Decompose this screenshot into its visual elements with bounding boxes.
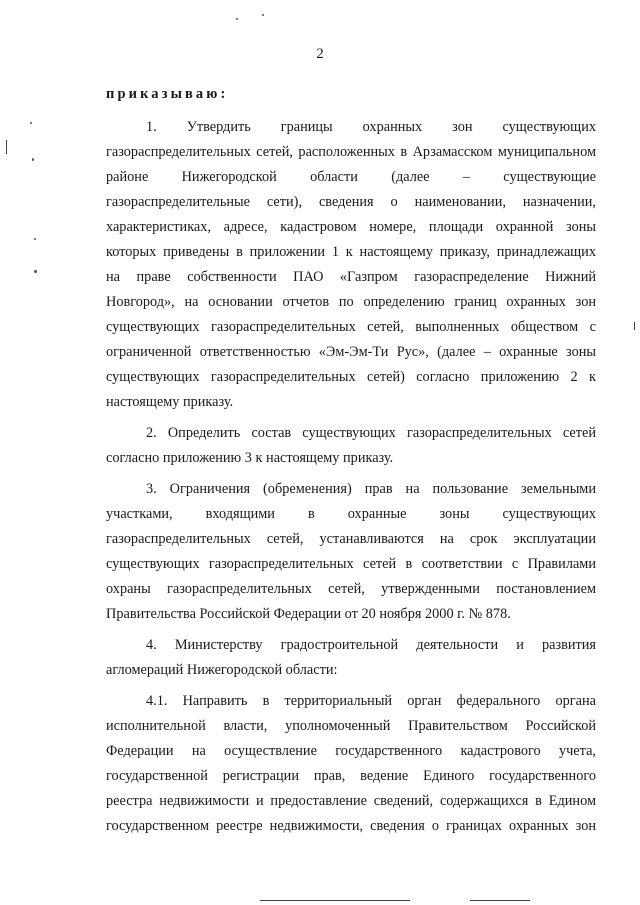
text-line: охраны газораспределительных сетей, утвержденными постановлением	[106, 581, 596, 597]
text-line: Правительства Российской Федерации от 20 ноября 2000 г. № 878.	[106, 606, 511, 622]
text-line: существующих газораспределительных сетей) согласно приложению 2 к	[106, 369, 596, 385]
text-line: которых приведены в приложении 1 к настоящему приказу, принадлежащих	[106, 244, 596, 260]
scan-speck	[34, 238, 36, 240]
text-line: согласно приложению 3 к настоящему приказу.	[106, 450, 394, 466]
text-line: газораспределительных сетей, устанавливаются на срок эксплуатации	[106, 531, 596, 547]
scan-speck	[34, 270, 37, 273]
text-line: газораспределительных сетей, расположенных в Арзамасском муниципальном	[106, 144, 596, 160]
scan-speck	[262, 14, 264, 16]
scan-speck	[30, 122, 32, 124]
order-heading: приказываю:	[106, 86, 229, 102]
scan-speck	[236, 18, 238, 20]
text-line: 3. Ограничения (обременения) прав на пользование земельными	[146, 481, 596, 497]
scan-edge-mark	[634, 322, 635, 330]
text-line: исполнительной власти, уполномоченный Правительством Российской	[106, 718, 596, 734]
text-line: участками, входящими в охранные зоны существующих	[106, 506, 596, 522]
text-line: 4. Министерству градостроительной деятельности и развития	[146, 637, 596, 653]
text-line: Новгород», на основании отчетов по определению границ охранных зон	[106, 294, 596, 310]
page-number: 2	[316, 46, 324, 62]
scan-edge-mark	[6, 140, 7, 154]
text-line: характеристиках, адресе, кадастровом номере, площади охранной зоны	[106, 219, 596, 235]
scan-bottom-rule	[260, 900, 410, 901]
text-line: районе Нижегородской области (далее – существующие	[106, 169, 596, 185]
text-line: газораспределительные сети), сведения о наименовании, назначении,	[106, 194, 596, 210]
text-line: агломераций Нижегородской области:	[106, 662, 338, 678]
text-line: 2. Определить состав существующих газораспределительных сетей	[146, 425, 596, 441]
scan-bottom-rule	[470, 900, 530, 901]
text-line: государственной регистрации прав, ведение Единого государственного	[106, 768, 596, 784]
text-line: 4.1. Направить в территориальный орган федерального органа	[146, 693, 596, 709]
text-line: на праве собственности ПАО «Газпром газораспределение Нижний	[106, 269, 596, 285]
text-line: ограниченной ответственностью «Эм-Эм-Ти Рус», (далее – охранные зоны	[106, 344, 596, 360]
text-line: 1. Утвердить границы охранных зон существующих	[146, 119, 596, 135]
text-line: настоящему приказу.	[106, 394, 234, 410]
text-line: существующих газораспределительных сетей, выполненных обществом с	[106, 319, 596, 335]
text-line: реестра недвижимости и предоставление сведений, содержащихся в Едином	[106, 793, 596, 809]
text-line: государственном реестре недвижимости, сведения о границах охранных зон	[106, 818, 596, 834]
scan-speck	[32, 158, 34, 161]
text-line: Федерации на осуществление государственного кадастрового учета,	[106, 743, 596, 759]
text-line: существующих газораспределительных сетей в соответствии с Правилами	[106, 556, 596, 572]
